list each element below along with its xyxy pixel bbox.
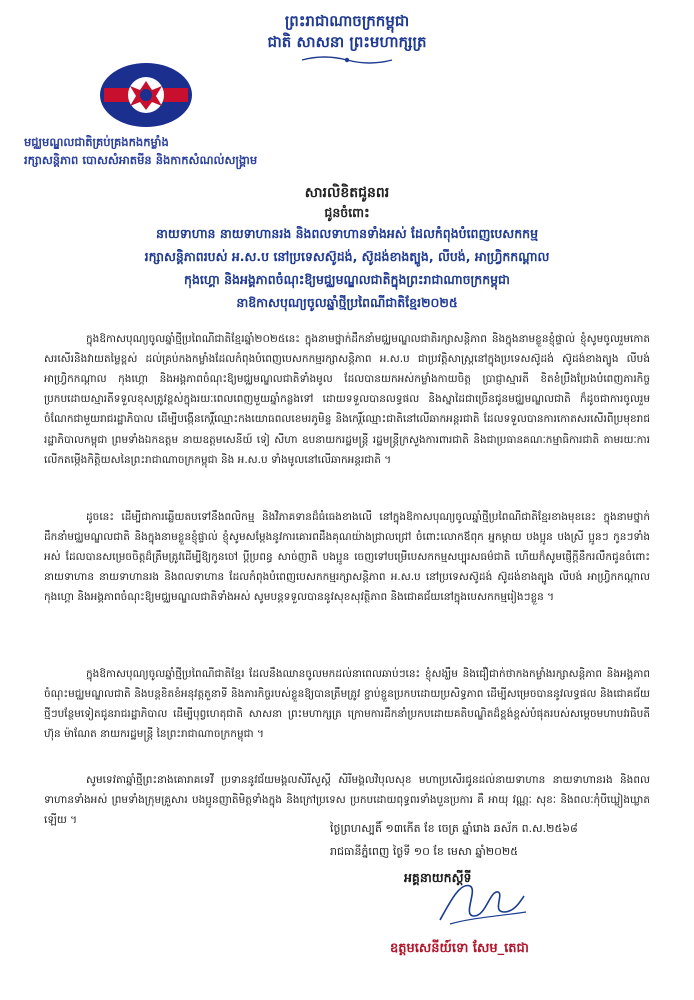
lunar-date: ថ្ងៃព្រហស្បតិ៍ ១៣កើត ខែ ចេត្រ ឆ្នាំរោង ឆស័ក ព.ស.២៥៦៨ <box>330 822 578 835</box>
letter-subtitle: ជូនចំពោះ <box>324 205 370 220</box>
organization-name-line2: រក្សាសន្តិភាព បោសសំអាតមីន និងកាកសំណល់សង្គ្រាម <box>24 153 258 167</box>
body-paragraph: ក្នុងឱកាសបុណ្យចូលឆ្នាំថ្មីប្រពៃណីជាតិខ្មែរឆ្នាំ២០២៥នេះ ក្នុងនាមថ្នាក់ដឹកនាំមជ្ឈមណ្ឌលជាតិរក្សាសន្តិភាព និងក្នុងនាមខ្លួនខ្ញុំផ្ទាល់ ខ្ញុំសូមចូលរួមកោតសរសើរនិងវាយតម្លៃខ្ពស់ ដល់គ្រប់កងកម្លាំងដែលកំពុងបំពេញបេសកកម្មរក្សាសន្តិភាព អ.ស.ប ជាប្រវត្តិសាស្ត្រនៅក្នុងប្រទេសស៊ូដង់ ស៊ូដង់ខាងត្បូង លីបង់ អាហ្វ្រិកកណ្ដាល កុងហ្គោ និងអង្គភាពចំណុះឱ្យមជ្ឈមណ្ឌលជាតិទាំងមូល ដែលបានយកអស់កម្លាំងកាយចិត្ត ប្រាជ្ញាស្មារតី ខិតខំប្រឹងប្រែងបំពេញភារកិច្ចប្រកបដោយស្មារតីទទួលខុសត្រូវខ្ពស់ក្នុងរយៈពេលពេញមួយឆ្នាំកន្លងទៅ ដោយទទួលបានលទ្ធផល និងស្នាដៃជាច្រើនជូនមជ្ឈមណ្ឌលជាតិ ក៏ដូចជាការចូលរួមចំណែកជាមួយរាជរដ្ឋាភិបាល ដើម្បីបង្កើនកេរ្តិ៍ឈ្មោះកងយោធពលខេមរភូមិន្ទ និងកេរ្តិ៍ឈ្មោះជាតិនៅលើឆាកអន្តរជាតិ ដែលទទួលបានការកោតសរសើរពីប្រមុខរាជរដ្ឋាភិបាលកម្ពុជា ព្រមទាំងឯកឧត្ដម នាយឧត្ដមសេនីយ៍ ទៀ សីហា ឧបនាយករដ្ឋមន្ត្រី រដ្ឋមន្ត្រីក្រសួងការពារជាតិ និងជាប្រធានគណៈកម្មាធិការជាតិ តាមរយៈការលើកតម្កើងកិត្តិយសនៃព្រះរាជាណាចក្រកម្ពុជា និង អ.ស.ប ទាំងមូលនៅលើឆាកអន្តរជាតិ ។ <box>44 332 650 466</box>
place-and-date: រាជធានីភ្នំពេញ ថ្ងៃទី ១០ ខែ មេសា ឆ្នាំ២០២៥ <box>330 845 519 858</box>
addressee-line: នាយទាហាន នាយទាហានរង និងពលទាហានទាំងអស់ ដែលកំពុងបំពេញបេសកកម្ម <box>155 226 538 241</box>
letter-title: សារលិខិតជូនពរ <box>304 185 390 201</box>
body-paragraph: សូមទេវតាឆ្នាំថ្មីព្រះនាងគោរាគទេវី ប្រទាននូវជ័យមង្គលសិរីសួស្ដី សិរីមង្គលវិបុលសុខ មហាប្រសើរជូនដល់នាយទាហាន នាយទាហានរង និងពលទាហានទាំងអស់ ព្រមទាំងក្រុមគ្រួសារ បងប្អូនញាតិមិត្តទាំងក្នុង និងក្រៅប្រទេស ប្រកបដោយពុទ្ធពរទាំងបួនប្រការ គឺ អាយុ វណ្ណៈ សុខៈ និងពលៈកុំបីឃ្លៀងឃ្លាតឡើយ ។ <box>44 773 650 826</box>
ornament-divider-icon <box>300 53 394 67</box>
signature-icon <box>430 872 530 930</box>
signer-title: អគ្គនាយកស្ដីទី <box>404 870 472 885</box>
kingdom-motto: ព្រះរាជាណាចក្រកម្ពុជា <box>284 12 410 30</box>
body-paragraph: ក្នុងឱកាសបុណ្យចូលឆ្នាំថ្មីប្រពៃណីជាតិខ្មែរ ដែលនឹងឈានចូលមកដល់នាពេលឆាប់ៗនេះ ខ្ញុំសង្ឃឹម និងជឿជាក់ថាកងកម្លាំងរក្សាសន្តិភាព និងអង្គភាពចំណុះមជ្ឈមណ្ឌលជាតិ និងបន្តខិតខំអនុវត្តតួនាទី និងភារកិច្ចរបស់ខ្លួនឱ្យបានត្រឹមត្រូវ ខ្ជាប់ខ្ជួនប្រកបដោយប្រសិទ្ធភាព ដើម្បីសម្រេចបាននូវលទ្ធផល និងជោគជ័យថ្មីៗបន្ថែមទៀតជូនរាជរដ្ឋាភិបាល ដើម្បីបុព្វហេតុជាតិ សាសនា ព្រះមហាក្សត្រ ក្រោមការដឹកនាំប្រកបដោយគតិបណ្ឌិតដ៏ខ្ពង់ខ្ពស់បំផុតរបស់សម្ដេចមហាបវរធិបតី ហ៊ុន ម៉ាណែត នាយករដ្ឋមន្ត្រី នៃព្រះរាជាណាចក្រកម្ពុជា ។ <box>44 667 650 741</box>
occasion-line: នាឱកាសបុណ្យចូលឆ្នាំថ្មីប្រពៃណីជាតិខ្មែរ២០២៥ <box>236 295 458 310</box>
signer-name: ឧត្តមសេនីយ៍ទោ សែម_តេជា <box>390 941 529 956</box>
nation-motto: ជាតិ សាសនា ព្រះមហាក្សត្រ <box>267 33 427 51</box>
addressee-line: កុងហ្គោ និងអង្គភាពចំណុះឱ្យមជ្ឈមណ្ឌលជាតិក្នុងព្រះរាជាណាចក្រកម្ពុជា <box>184 272 510 287</box>
organization-logo-icon <box>96 60 196 130</box>
organization-name-line1: មជ្ឈមណ្ឌលជាតិគ្រប់គ្រងកងកម្លាំង <box>24 135 169 149</box>
body-paragraph: ដូចនេះ ដើម្បីជាការឆ្លើយតបទៅនឹងពលិកម្ម និងវិភាគទានដ៏ធំធេងខាងលើ នៅក្នុងឱកាសបុណ្យចូលឆ្នាំថ្មីប្រពៃណីជាតិខ្មែរខាងមុខនេះ ក្នុងនាមថ្នាក់ដឹកនាំមជ្ឈមណ្ឌលជាតិ និងក្នុងនាមខ្លួនខ្ញុំផ្ទាល់ ខ្ញុំសូមសម្ដែងនូវការគោរពដឹងគុណយ៉ាងជ្រាលជ្រៅ ចំពោះលោកឪពុក អ្នកម្ដាយ បងប្អូន បងស្រី ប្អូនៗ កូនៗទាំងអស់ ដែលបានសម្រេចចិត្តដ៏ត្រឹមត្រូវដើម្បីឱ្យកូនចៅ ប្ដីប្រពន្ធ សាច់ញាតិ បងប្អូន ចេញទៅបម្រើបេសកកម្មសប្បុរសធម៌ជាតិ ហើយក៏សូមផ្ញើក្ដីនឹករលឹកជូនចំពោះ នាយទាហាន នាយទាហានរង និងពលទាហាន ដែលកំពុងបំពេញបេសកកម្មរក្សាសន្តិភាព អ.ស.ប នៅប្រទេសស៊ូដង់ ស៊ូដង់ខាងត្បូង លីបង់ អាហ្វ្រិកកណ្ដាល កុងហ្គោ និងអង្គភាពចំណុះឱ្យមជ្ឈមណ្ឌលជាតិទាំងអស់ សូមបន្តទទួលបាននូវសុខសុវត្ថិភាព និងជោគជ័យនៅក្នុងបេសកកម្មរៀងៗខ្លួន ។ <box>44 510 650 604</box>
addressee-line: រក្សាសន្តិភាពរបស់ អ.ស.ប នៅប្រទេសស៊ូដង់, ស៊ូដង់ខាងត្បូង, លីបង់, អាហ្វ្រិកកណ្ដាល <box>144 249 550 264</box>
